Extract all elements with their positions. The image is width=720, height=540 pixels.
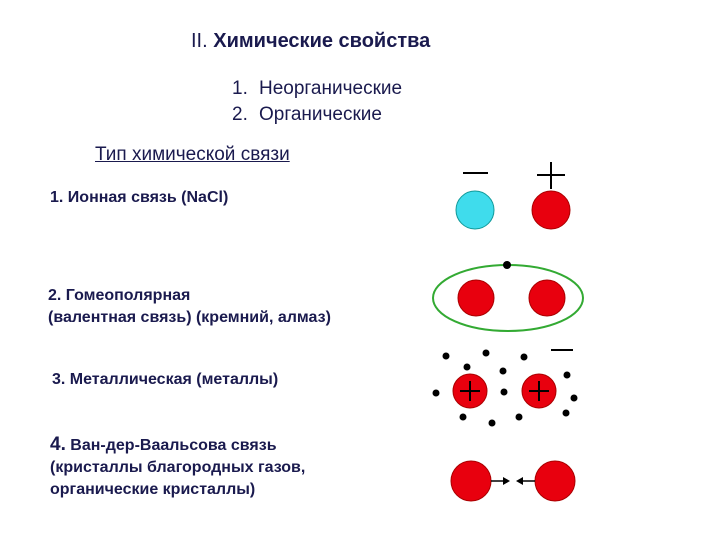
arrow-head-icon [516,477,523,485]
bond-text-line: (кристаллы благородных газов, [50,459,306,476]
arrow-head-icon [503,477,510,485]
bond-text-line: 1. Ионная связь (NaCl) [50,189,229,206]
atom [529,280,565,316]
cation-atom [532,191,570,229]
electron-dot [433,390,440,397]
molecule-atom [451,461,491,501]
bond-text-line: 4. Ван-дер-Ваальсова связь [50,434,277,455]
electron-dot [501,389,508,396]
ionic-diagram [456,162,570,229]
title-roman-numeral: II. [191,30,208,52]
molecule-atom [535,461,575,501]
section-subtitle: Тип химической связи [95,144,290,165]
electron-dot [464,364,471,371]
electron-dot [483,350,490,357]
list-item-label: Органические [259,104,382,125]
list-item-number: 2. [232,104,248,125]
bond-number: 4. [50,434,66,455]
electron-dot [564,372,571,379]
bond-text-line: 3. Металлическая (металлы) [52,371,279,388]
metallic-diagram [433,350,578,427]
electron-dot [489,420,496,427]
van-der-waals-diagram [451,461,575,501]
electron-dot [516,414,523,421]
electron-dot [443,353,450,360]
atom [458,280,494,316]
bond-text-line: органические кристаллы) [50,481,256,498]
list-item-label: Неорганические [259,78,403,99]
electron-dot [563,410,570,417]
covalent-diagram [433,261,583,331]
bond-text-line: (валентная связь) (кремний, алмаз) [48,309,331,326]
electron-dot [500,368,507,375]
anion-atom [456,191,494,229]
title-text: Химические свойства [213,30,431,52]
electron-dot [460,414,467,421]
electron-dot [503,261,511,269]
electron-dot [571,395,578,402]
electron-dot [521,354,528,361]
bond-text-line: 2. Гомеополярная [48,287,191,304]
list-item-number: 1. [232,78,248,99]
